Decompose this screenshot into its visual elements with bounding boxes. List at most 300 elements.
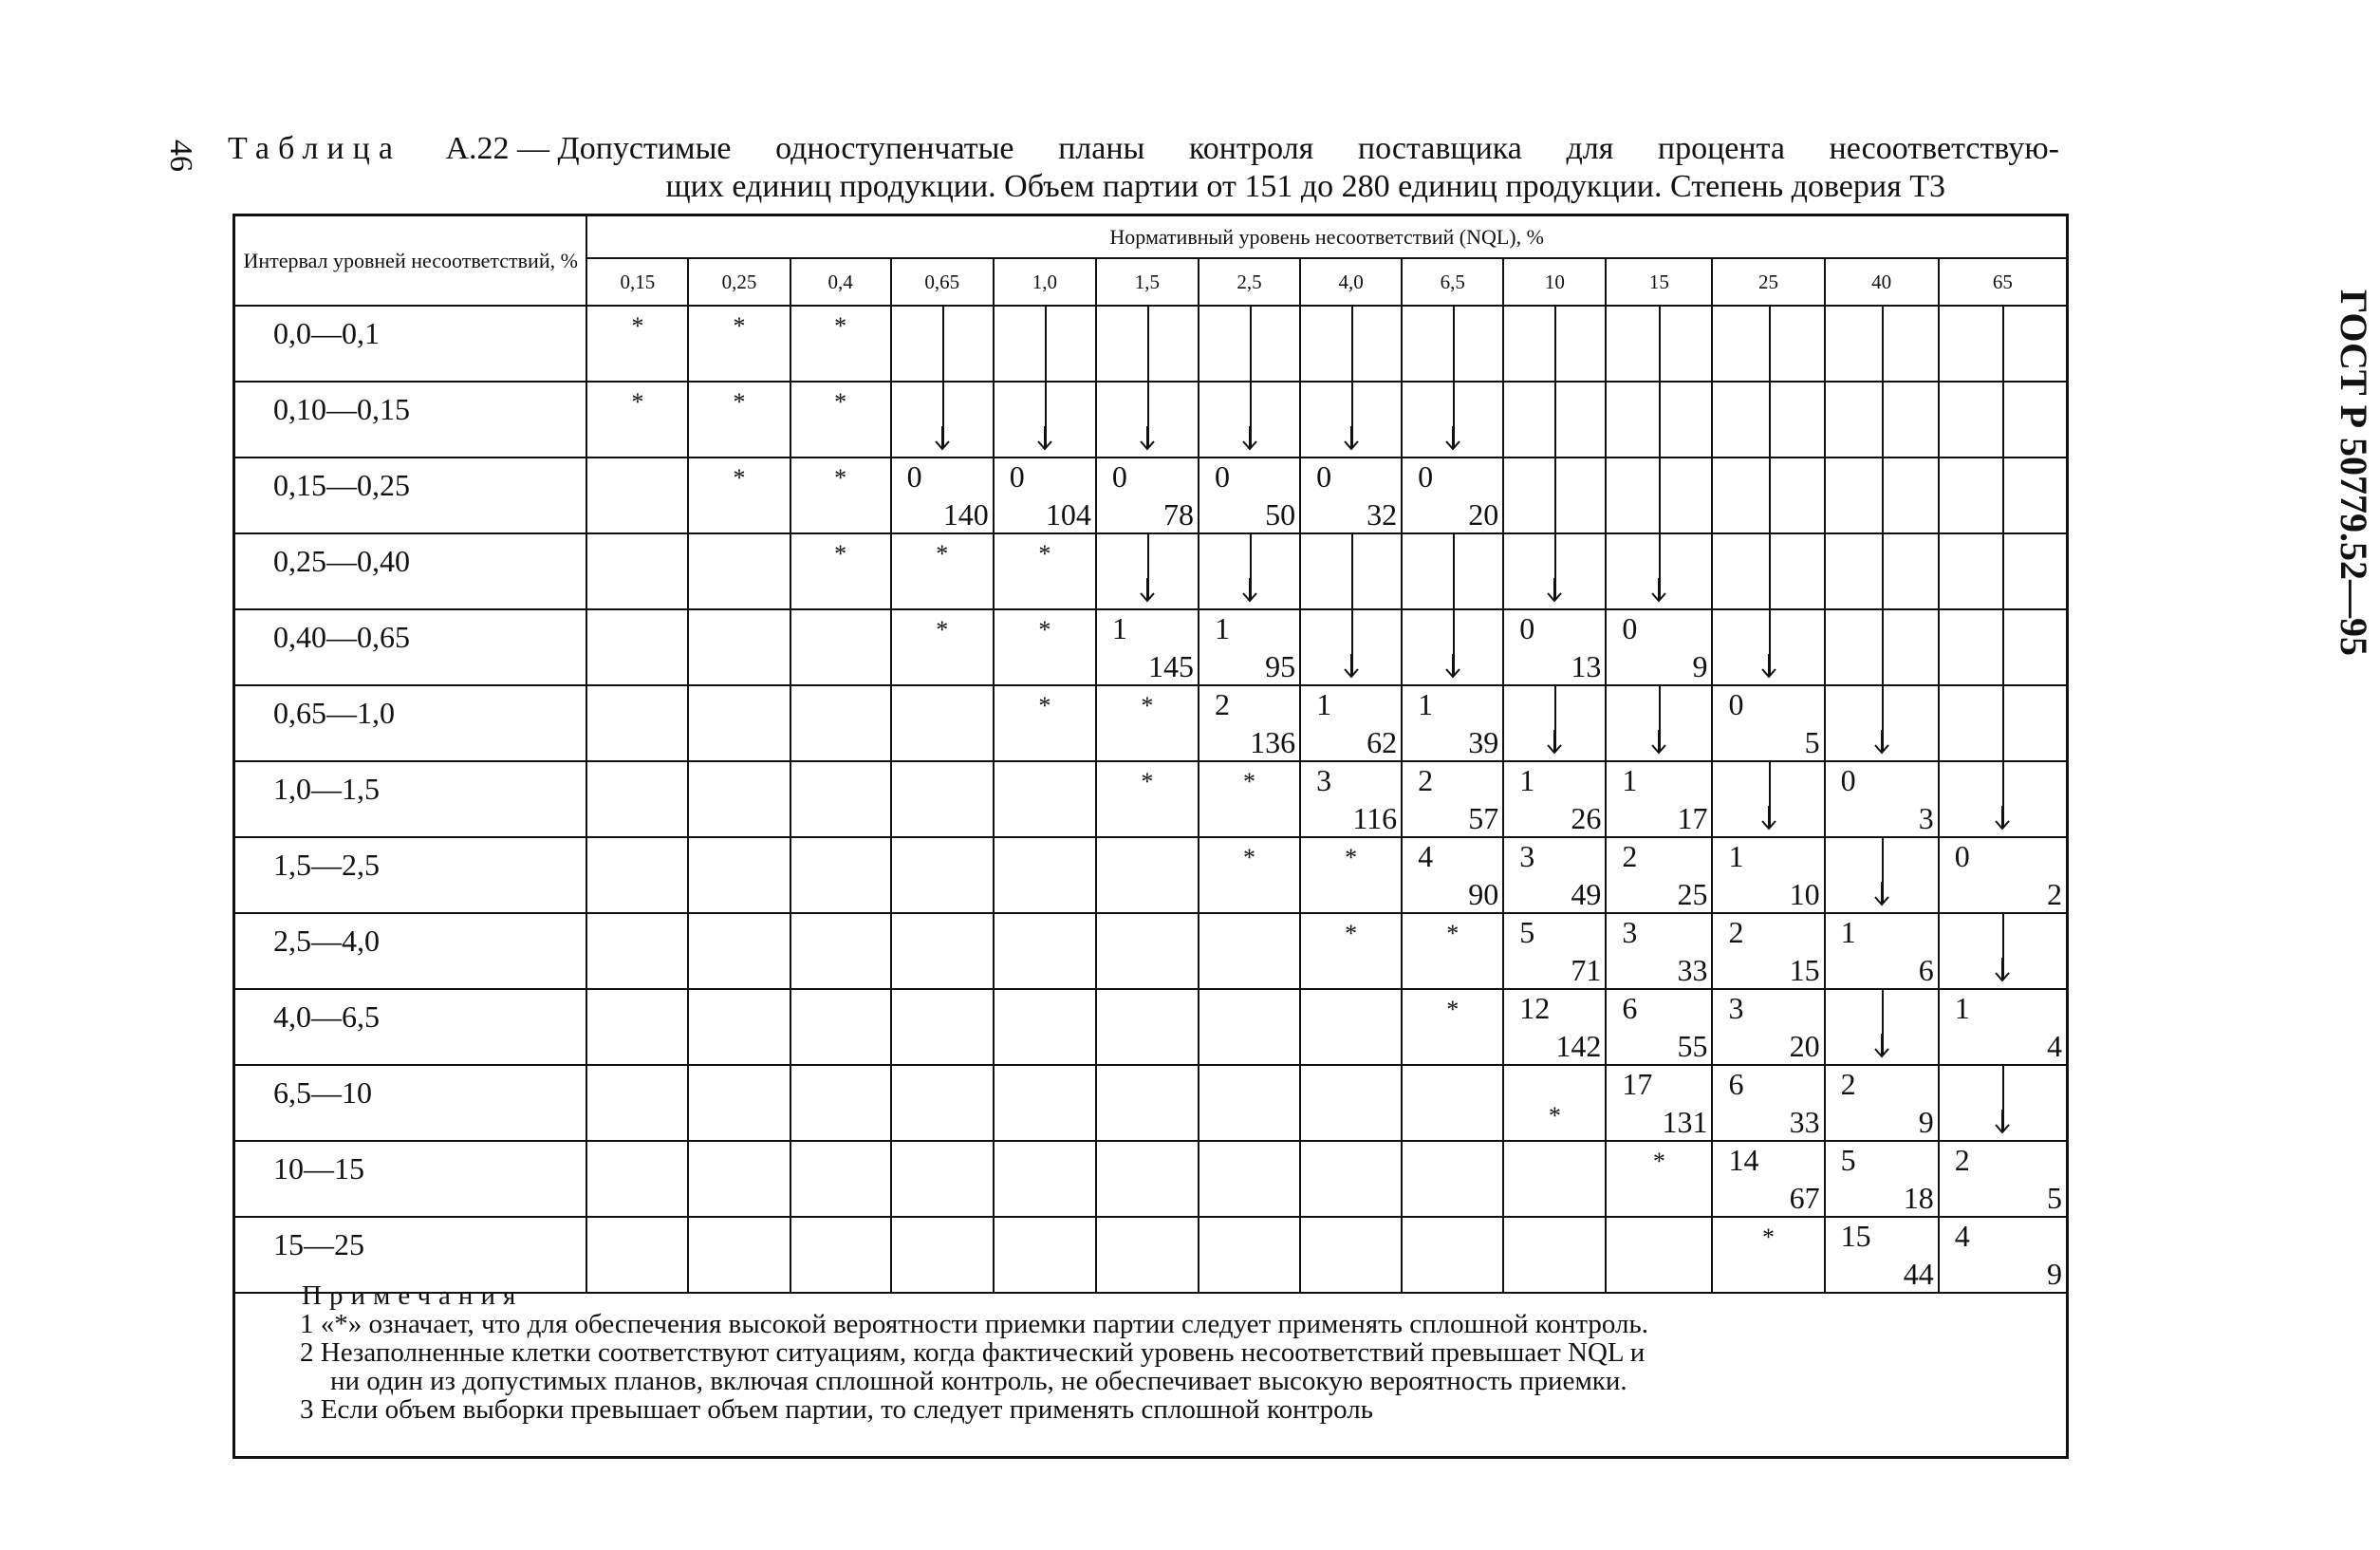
plan-cell xyxy=(688,609,790,685)
row-interval-label: 6,5—10 xyxy=(235,1065,586,1141)
table-title-word: А.22 — Допустимые xyxy=(445,131,732,166)
continuation-line xyxy=(1351,534,1353,608)
row-interval-label: 4,0—6,5 xyxy=(235,989,586,1065)
plan-cell xyxy=(688,458,790,533)
acceptance-number: 0 xyxy=(1954,839,1970,873)
continuation-line xyxy=(2002,686,2004,760)
sample-size: 3 xyxy=(1918,801,1934,835)
continuation-line xyxy=(1882,458,1884,532)
plan-cell xyxy=(688,382,790,458)
plan-cell xyxy=(1199,913,1300,989)
continuation-line xyxy=(1453,307,1455,381)
row-interval-label: 15—25 xyxy=(235,1217,586,1293)
plan-cell xyxy=(1199,458,1300,533)
sample-size: 15 xyxy=(1789,953,1820,987)
continuation-line xyxy=(1882,610,1884,684)
plans-grid xyxy=(235,216,2066,1294)
plan-cell xyxy=(1096,913,1199,989)
full-inspection-mark: * xyxy=(1345,844,1358,871)
plan-cell xyxy=(1402,533,1503,609)
continuation-line xyxy=(2002,534,2004,608)
continuation-line xyxy=(942,307,944,381)
acceptance-number: 2 xyxy=(1622,839,1638,873)
plan-cell xyxy=(1402,837,1503,913)
plan-cell xyxy=(688,989,790,1065)
acceptance-number: 0 xyxy=(1009,459,1025,494)
sample-size: 9 xyxy=(2047,1257,2062,1291)
sample-size: 10 xyxy=(1789,877,1820,911)
acceptance-plans-table xyxy=(232,214,2069,1459)
plan-cell xyxy=(1199,609,1300,685)
plan-cell xyxy=(994,837,1096,913)
sample-size: 55 xyxy=(1677,1029,1708,1063)
full-inspection-mark: * xyxy=(1345,920,1358,947)
plan-cell xyxy=(1712,458,1824,533)
row-interval-label: 10—15 xyxy=(235,1141,586,1217)
plan-cell xyxy=(994,761,1096,837)
plan-cell xyxy=(1096,458,1199,533)
column-header-nql: 10 xyxy=(1503,258,1606,306)
full-inspection-mark: * xyxy=(1652,1148,1665,1175)
plan-cell xyxy=(994,913,1096,989)
plan-cell xyxy=(790,837,891,913)
sample-size: 4 xyxy=(2047,1029,2062,1063)
plan-cell xyxy=(1300,609,1402,685)
down-arrow-icon xyxy=(1940,1094,2066,1140)
acceptance-number: 0 xyxy=(1111,459,1127,494)
down-arrow-icon xyxy=(1199,411,1299,457)
plan-cell xyxy=(1096,609,1199,685)
plan-cell xyxy=(1300,761,1402,837)
acceptance-number: 1 xyxy=(1519,763,1535,797)
table-title-label: Таблица xyxy=(228,131,401,166)
plan-cell xyxy=(1096,685,1199,761)
sample-size: 71 xyxy=(1571,953,1602,987)
plan-cell xyxy=(994,306,1096,382)
sample-size: 5 xyxy=(1804,725,1820,759)
plan-cell xyxy=(1096,1141,1199,1217)
column-header-nql: 0,4 xyxy=(790,258,891,306)
sample-size: 131 xyxy=(1662,1105,1708,1139)
acceptance-number: 0 xyxy=(1622,611,1638,645)
down-arrow-icon xyxy=(1940,791,2066,836)
plan-cell xyxy=(1825,837,1939,913)
plan-cell xyxy=(790,382,891,458)
plan-cell xyxy=(586,306,688,382)
continuation-line xyxy=(2002,383,2004,457)
table-row xyxy=(235,609,2066,685)
sample-size: 20 xyxy=(1468,497,1499,532)
plan-cell xyxy=(891,609,994,685)
sample-size: 57 xyxy=(1468,801,1499,835)
plan-cell xyxy=(1606,761,1712,837)
plan-cell xyxy=(1825,761,1939,837)
table-row xyxy=(235,1141,2066,1217)
down-arrow-icon xyxy=(1403,411,1502,457)
down-arrow-icon xyxy=(1097,563,1198,608)
sample-size: 44 xyxy=(1903,1257,1934,1291)
acceptance-number: 14 xyxy=(1728,1143,1759,1177)
plan-cell xyxy=(1199,1065,1300,1141)
plan-cell xyxy=(1199,306,1300,382)
plan-cell xyxy=(994,458,1096,533)
row-interval-label: 2,5—4,0 xyxy=(235,913,586,989)
continuation-line xyxy=(1882,383,1884,457)
plan-cell xyxy=(891,1141,994,1217)
note-1: 1 «*» означает, что для обеспечения высокой вероятности приемки партии следует применять сплошной контроль. xyxy=(300,1309,1648,1339)
sample-size: 25 xyxy=(1677,877,1708,911)
plan-cell xyxy=(1503,458,1606,533)
plan-cell xyxy=(1096,382,1199,458)
acceptance-number: 3 xyxy=(1622,915,1638,949)
sample-size: 32 xyxy=(1367,497,1398,532)
sample-size: 49 xyxy=(1571,877,1602,911)
continuation-line xyxy=(1769,534,1771,608)
full-inspection-mark: * xyxy=(1141,768,1154,795)
plan-cell xyxy=(586,913,688,989)
acceptance-number: 0 xyxy=(1316,459,1332,494)
plan-cell xyxy=(1712,761,1824,837)
plan-cell xyxy=(891,533,994,609)
plan-cell xyxy=(586,989,688,1065)
plan-cell xyxy=(688,761,790,837)
acceptance-number: 2 xyxy=(1728,915,1744,949)
column-header-nql: 4,0 xyxy=(1300,258,1402,306)
acceptance-number: 1 xyxy=(1316,687,1332,721)
plan-cell xyxy=(1402,913,1503,989)
plan-cell xyxy=(1606,533,1712,609)
plan-cell xyxy=(688,533,790,609)
continuation-line xyxy=(1769,383,1771,457)
plan-cell xyxy=(1825,1065,1939,1141)
continuation-line xyxy=(1147,307,1149,381)
continuation-line xyxy=(1769,307,1771,381)
table-row xyxy=(235,533,2066,609)
row-interval-label: 0,25—0,40 xyxy=(235,533,586,609)
plan-cell xyxy=(1606,382,1712,458)
plan-cell xyxy=(586,609,688,685)
plan-cell xyxy=(790,1065,891,1141)
plan-cell xyxy=(790,1141,891,1217)
note-2: 2 Незаполненные клетки соответствуют ситуациям, когда фактический уровень несоответствий превышает NQL и xyxy=(300,1337,1646,1368)
sample-size: 145 xyxy=(1147,649,1194,683)
column-header-nql: 40 xyxy=(1825,258,1939,306)
plan-cell xyxy=(1939,306,2066,382)
sample-size: 13 xyxy=(1571,649,1602,683)
plan-cell xyxy=(1199,761,1300,837)
sample-size: 104 xyxy=(1045,497,1091,532)
acceptance-number: 2 xyxy=(1840,1067,1856,1101)
plan-cell xyxy=(586,761,688,837)
plan-cell xyxy=(586,458,688,533)
down-arrow-icon xyxy=(1607,563,1711,608)
table-title-word: контроля xyxy=(1188,131,1314,166)
plan-cell xyxy=(1503,761,1606,837)
table-title-word: несоответствую- xyxy=(1829,131,2059,166)
plan-cell xyxy=(1096,837,1199,913)
continuation-line xyxy=(2002,458,2004,532)
acceptance-number: 5 xyxy=(1519,915,1535,949)
full-inspection-mark: * xyxy=(936,616,949,644)
continuation-line xyxy=(1351,307,1353,381)
acceptance-number: 17 xyxy=(1622,1067,1653,1101)
continuation-line xyxy=(1554,307,1556,381)
full-inspection-mark: * xyxy=(1038,540,1051,568)
table-row xyxy=(235,989,2066,1065)
plan-cell xyxy=(1939,989,2066,1065)
table-row xyxy=(235,761,2066,837)
acceptance-number: 1 xyxy=(1840,915,1856,949)
down-arrow-icon xyxy=(892,411,993,457)
sample-size: 18 xyxy=(1903,1181,1934,1215)
down-arrow-icon xyxy=(1199,563,1299,608)
plan-cell xyxy=(688,1065,790,1141)
continuation-line xyxy=(1659,307,1661,381)
acceptance-number: 0 xyxy=(1418,459,1434,494)
plan-cell xyxy=(1712,837,1824,913)
down-arrow-icon xyxy=(1826,867,1938,912)
plan-cell xyxy=(891,837,994,913)
table-title-line1 xyxy=(228,131,2059,167)
sample-size: 136 xyxy=(1250,725,1296,759)
sample-size: 17 xyxy=(1677,801,1708,835)
plan-cell xyxy=(1096,761,1199,837)
plan-cell xyxy=(1606,458,1712,533)
plan-cell xyxy=(1939,533,2066,609)
plan-cell xyxy=(790,989,891,1065)
column-header-nql: 15 xyxy=(1606,258,1712,306)
plan-cell xyxy=(891,306,994,382)
continuation-line xyxy=(1659,383,1661,457)
plan-cell xyxy=(790,761,891,837)
plan-cell xyxy=(1503,533,1606,609)
acceptance-number: 1 xyxy=(1214,611,1230,645)
down-arrow-icon xyxy=(1607,715,1711,760)
document-code: ГОСТ Р 50779.52—95 xyxy=(2333,289,2375,657)
plan-cell xyxy=(790,609,891,685)
plan-cell xyxy=(1402,1065,1503,1141)
table-title-line2: щих единиц продукции. Объем партии от 151 до 280 единиц продукции. Степень доверия Т3 xyxy=(665,169,1945,204)
acceptance-number: 3 xyxy=(1728,991,1744,1025)
column-header-nql: 0,25 xyxy=(688,258,790,306)
plan-cell xyxy=(1712,306,1824,382)
note-2-continued: ни один из допустимых планов, включая сплошной контроль, не обеспечивает высокую вероятность приемки. xyxy=(330,1366,1627,1396)
sample-size: 62 xyxy=(1367,725,1398,759)
plan-cell xyxy=(994,685,1096,761)
down-arrow-icon xyxy=(1826,1018,1938,1064)
acceptance-number: 15 xyxy=(1840,1219,1871,1253)
down-arrow-icon xyxy=(1403,639,1502,684)
plan-cell xyxy=(1402,685,1503,761)
plan-cell xyxy=(1939,382,2066,458)
plan-cell xyxy=(1096,306,1199,382)
plan-cell xyxy=(790,913,891,989)
plan-cell xyxy=(994,1065,1096,1141)
table-title-word: поставщика xyxy=(1357,131,1522,166)
acceptance-number: 2 xyxy=(1954,1143,1970,1177)
plan-cell xyxy=(1402,458,1503,533)
down-arrow-icon xyxy=(1504,715,1605,760)
sample-size: 9 xyxy=(1918,1105,1934,1139)
table-title-word: планы xyxy=(1058,131,1145,166)
sample-size: 142 xyxy=(1555,1029,1602,1063)
continuation-line xyxy=(1554,383,1556,457)
sample-size: 39 xyxy=(1468,725,1499,759)
down-arrow-icon xyxy=(1301,639,1401,684)
plan-cell xyxy=(994,609,1096,685)
acceptance-number: 1 xyxy=(1418,687,1434,721)
table-row xyxy=(235,837,2066,913)
plan-cell xyxy=(1712,609,1824,685)
acceptance-number: 1 xyxy=(1111,611,1127,645)
plan-cell xyxy=(790,458,891,533)
plan-cell xyxy=(586,1065,688,1141)
continuation-line xyxy=(1453,534,1455,608)
table-row xyxy=(235,458,2066,533)
acceptance-number: 0 xyxy=(1840,763,1856,797)
plan-cell xyxy=(1712,913,1824,989)
acceptance-number: 1 xyxy=(1728,839,1744,873)
full-inspection-mark: * xyxy=(733,388,746,416)
column-header-nql: 1,5 xyxy=(1096,258,1199,306)
plan-cell xyxy=(1503,913,1606,989)
down-arrow-icon xyxy=(995,411,1095,457)
plan-cell xyxy=(1939,913,2066,989)
sample-size: 140 xyxy=(942,497,989,532)
plan-cell xyxy=(1939,1141,2066,1217)
table-row xyxy=(235,382,2066,458)
down-arrow-icon xyxy=(1713,791,1823,836)
column-header-nql: 6,5 xyxy=(1402,258,1503,306)
sample-size: 33 xyxy=(1677,953,1708,987)
plan-cell xyxy=(688,306,790,382)
plan-cell xyxy=(1606,837,1712,913)
plan-cell xyxy=(1606,306,1712,382)
column-header-nql: 2,5 xyxy=(1199,258,1300,306)
row-interval-label: 1,0—1,5 xyxy=(235,761,586,837)
continuation-line xyxy=(1882,307,1884,381)
down-arrow-icon xyxy=(1826,715,1938,760)
plan-cell xyxy=(1300,1065,1402,1141)
sample-size: 26 xyxy=(1571,801,1602,835)
plan-cell xyxy=(1503,685,1606,761)
acceptance-number: 3 xyxy=(1316,763,1332,797)
plan-cell xyxy=(1606,1141,1712,1217)
row-interval-label: 0,0—0,1 xyxy=(235,306,586,382)
down-arrow-icon xyxy=(1301,411,1401,457)
plan-cell xyxy=(1402,609,1503,685)
plan-cell xyxy=(1503,1141,1606,1217)
sample-size: 5 xyxy=(2047,1181,2062,1215)
plan-cell xyxy=(586,382,688,458)
plan-cell xyxy=(1825,913,1939,989)
full-inspection-mark: * xyxy=(631,388,644,416)
plan-cell xyxy=(1402,382,1503,458)
plan-cell xyxy=(1606,989,1712,1065)
acceptance-number: 0 xyxy=(1728,687,1744,721)
sample-size: 6 xyxy=(1918,953,1934,987)
acceptance-number: 6 xyxy=(1622,991,1638,1025)
plan-cell xyxy=(1300,1141,1402,1217)
down-arrow-icon xyxy=(1713,639,1823,684)
acceptance-number: 3 xyxy=(1519,839,1535,873)
plan-cell xyxy=(1199,989,1300,1065)
sample-size: 67 xyxy=(1789,1181,1820,1215)
continuation-line xyxy=(2002,307,2004,381)
plan-cell xyxy=(1402,1141,1503,1217)
interval-header: Интервал уровней несоответствий, % xyxy=(235,216,586,306)
sample-size: 90 xyxy=(1468,877,1499,911)
sample-size: 50 xyxy=(1265,497,1296,532)
plan-cell xyxy=(790,685,891,761)
table-title-word: для xyxy=(1566,131,1614,166)
plan-cell xyxy=(891,989,994,1065)
plan-cell xyxy=(586,1141,688,1217)
row-interval-label: 1,5—2,5 xyxy=(235,837,586,913)
full-inspection-mark: * xyxy=(733,464,746,492)
full-inspection-mark: * xyxy=(1038,692,1051,719)
plan-cell xyxy=(1199,533,1300,609)
plan-cell xyxy=(1199,1141,1300,1217)
table-row xyxy=(235,306,2066,382)
plan-cell xyxy=(688,685,790,761)
continuation-line xyxy=(1554,458,1556,532)
full-inspection-mark: * xyxy=(834,540,847,568)
plan-cell xyxy=(1712,685,1824,761)
row-interval-label: 0,65—1,0 xyxy=(235,685,586,761)
full-inspection-mark: * xyxy=(1243,844,1256,871)
column-header-nql: 65 xyxy=(1939,258,2066,306)
full-inspection-mark: * xyxy=(834,312,847,340)
plan-cell xyxy=(1939,458,2066,533)
plan-cell xyxy=(688,1141,790,1217)
acceptance-number: 0 xyxy=(1214,459,1230,494)
plan-cell xyxy=(688,837,790,913)
plan-cell xyxy=(1402,761,1503,837)
sample-size: 116 xyxy=(1352,801,1398,835)
continuation-line xyxy=(1045,307,1047,381)
sample-size: 33 xyxy=(1789,1105,1820,1139)
plan-cell xyxy=(994,1141,1096,1217)
acceptance-number: 4 xyxy=(1418,839,1434,873)
plan-cell xyxy=(688,913,790,989)
plan-cell xyxy=(1096,533,1199,609)
sample-size: 2 xyxy=(2047,877,2062,911)
row-interval-label: 0,15—0,25 xyxy=(235,458,586,533)
full-inspection-mark: * xyxy=(1446,996,1460,1023)
row-interval-label: 0,40—0,65 xyxy=(235,609,586,685)
plan-cell xyxy=(1606,1065,1712,1141)
plan-cell xyxy=(1300,458,1402,533)
full-inspection-mark: * xyxy=(834,388,847,416)
plan-cell xyxy=(1939,609,2066,685)
row-interval-label: 0,10—0,15 xyxy=(235,382,586,458)
plan-cell xyxy=(1199,685,1300,761)
acceptance-number: 0 xyxy=(906,459,922,494)
plan-cell xyxy=(1199,837,1300,913)
plan-cell xyxy=(1712,1141,1824,1217)
plan-cell xyxy=(891,761,994,837)
table-row xyxy=(235,1065,2066,1141)
continuation-line xyxy=(1882,534,1884,608)
down-arrow-icon xyxy=(1097,411,1198,457)
full-inspection-mark: * xyxy=(1038,616,1051,644)
plan-cell xyxy=(1825,306,1939,382)
acceptance-number: 1 xyxy=(1622,763,1638,797)
plan-cell xyxy=(1503,1065,1606,1141)
plan-cell xyxy=(891,913,994,989)
plan-cell xyxy=(1096,1065,1199,1141)
